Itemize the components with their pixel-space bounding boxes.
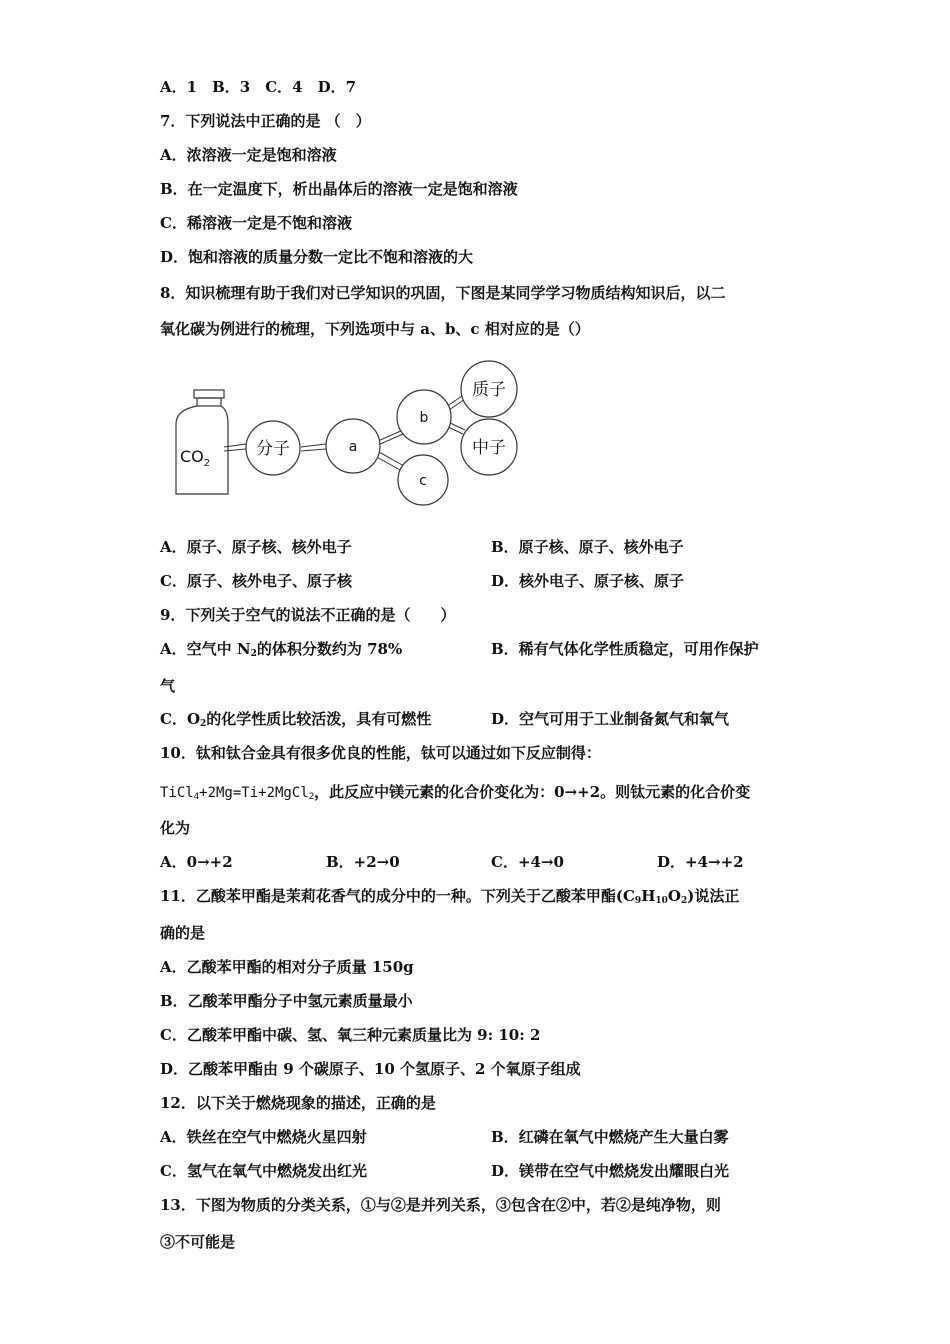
q7-option-b: B．在一定温度下，析出晶体后的溶液一定是饱和溶液 — [160, 180, 518, 198]
q7-stem: 7．下列说法中正确的是 （ ） — [160, 112, 371, 130]
q7-option-d: D．饱和溶液的质量分数一定比不饱和溶液的大 — [160, 248, 474, 266]
q9-option-b-wrap: 气 — [160, 677, 176, 695]
q8-option-d: D．核外电子、原子核、原子 — [491, 572, 685, 590]
q11-option-c: C．乙酸苯甲酯中碳、氢、氧三种元素质量比为 9: 10: 2 — [160, 1026, 541, 1044]
q12-option-c: C．氢气在氧气中燃烧发出红光 — [160, 1162, 367, 1180]
q8-stem-line2: 氧化碳为例进行的梳理，下列选项中与 a、b、c 相对应的是（） — [160, 320, 590, 338]
bottle-label: CO — [180, 447, 204, 466]
q10-stem-line3: 化为 — [160, 819, 191, 837]
q11-option-d: D．乙酸苯甲酯由 9 个碳原子、10 个氢原子、2 个氧原子组成 — [160, 1060, 581, 1078]
bottle-label-subscript: 2 — [203, 458, 211, 469]
q8-option-a: A．原子、原子核、核外电子 — [160, 538, 352, 556]
molecule-label: 分子 — [256, 439, 290, 459]
q9-option-d: D．空气可用于工业制备氮气和氧气 — [491, 710, 730, 728]
q7-option-a: A．浓溶液一定是饱和溶液 — [160, 146, 337, 164]
node-a-label: a — [348, 439, 358, 455]
q10-stem: 10．钛和钛合金具有很多优良的性能，钛可以通过如下反应制得： — [160, 744, 601, 762]
q11-option-b: B．乙酸苯甲酯分子中氢元素质量最小 — [160, 992, 413, 1010]
q9-option-c: C．$O_2$的化学性质比较活泼，具有可燃性 — [160, 710, 432, 729]
q12-option-a: A．铁丝在空气中燃烧火星四射 — [160, 1128, 367, 1146]
svg-text:CO2 — [180, 447, 210, 469]
q7-option-c: C．稀溶液一定是不饱和溶液 — [160, 214, 352, 232]
q9-option-b: B．稀有气体化学性质稳定，可用作保护 — [491, 640, 759, 658]
q12-stem: 12．以下关于燃烧现象的描述，正确的是 — [160, 1094, 436, 1112]
q8-option-b: B．原子核、原子、核外电子 — [491, 538, 684, 556]
gas-bottle — [176, 390, 228, 494]
q11-option-a: A．乙酸苯甲酯的相对分子质量 150g — [160, 958, 414, 976]
node-c-label: c — [419, 473, 427, 489]
q8-option-c: C．原子、核外电子、原子核 — [160, 572, 352, 590]
q11-stem: 11．乙酸苯甲酯是茉莉花香气的成分中的一种。下列关于乙酸苯甲酯$(C_9H_{10}O_2)$说法正 — [160, 887, 740, 906]
q9-option-a: A．空气中 $N_2$的体积分数约为 78% — [160, 640, 403, 659]
q11-stem-line2: 确的是 — [160, 924, 206, 942]
q9-stem: 9．下列关于空气的说法不正确的是（ ） — [160, 606, 456, 624]
q10-equation: TiCl$_4$+2Mg=Ti+2MgCl$_2$ — [160, 785, 315, 802]
q13-stem-line1: 13．下图为物质的分类关系，①与②是并列关系，③包含在②中，若②是纯净物，则 — [160, 1196, 721, 1214]
q10-equation-line: TiCl$_4$+2Mg=Ti+2MgCl$_2$，此反应中镁元素的化合价变化为：0→+2。则钛元素的化合价变 — [160, 783, 751, 802]
q10-option-a: A．0→+2 — [160, 853, 233, 871]
q10-option-d: D．+4→+2 — [657, 853, 744, 871]
q10-option-b: B．+2→0 — [326, 853, 400, 871]
q6-options: A．1 B．3 C．4 D．7 — [160, 78, 357, 96]
q8-stem-line1: 8．知识梳理有助于我们对已学知识的巩固，下图是某同学学习物质结构知识后，以二 — [160, 284, 726, 302]
structure-diagram — [160, 352, 530, 512]
proton-label: 质子 — [472, 380, 506, 400]
neutron-label: 中子 — [472, 438, 506, 458]
node-b-label: b — [419, 410, 429, 426]
q12-option-b: B．红磷在氧气中燃烧产生大量白雾 — [491, 1128, 729, 1146]
q13-stem-line2: ③不可能是 — [160, 1233, 236, 1251]
q10-option-c: C．+4→0 — [491, 853, 564, 871]
q12-option-d: D．镁带在空气中燃烧发出耀眼白光 — [491, 1162, 730, 1180]
